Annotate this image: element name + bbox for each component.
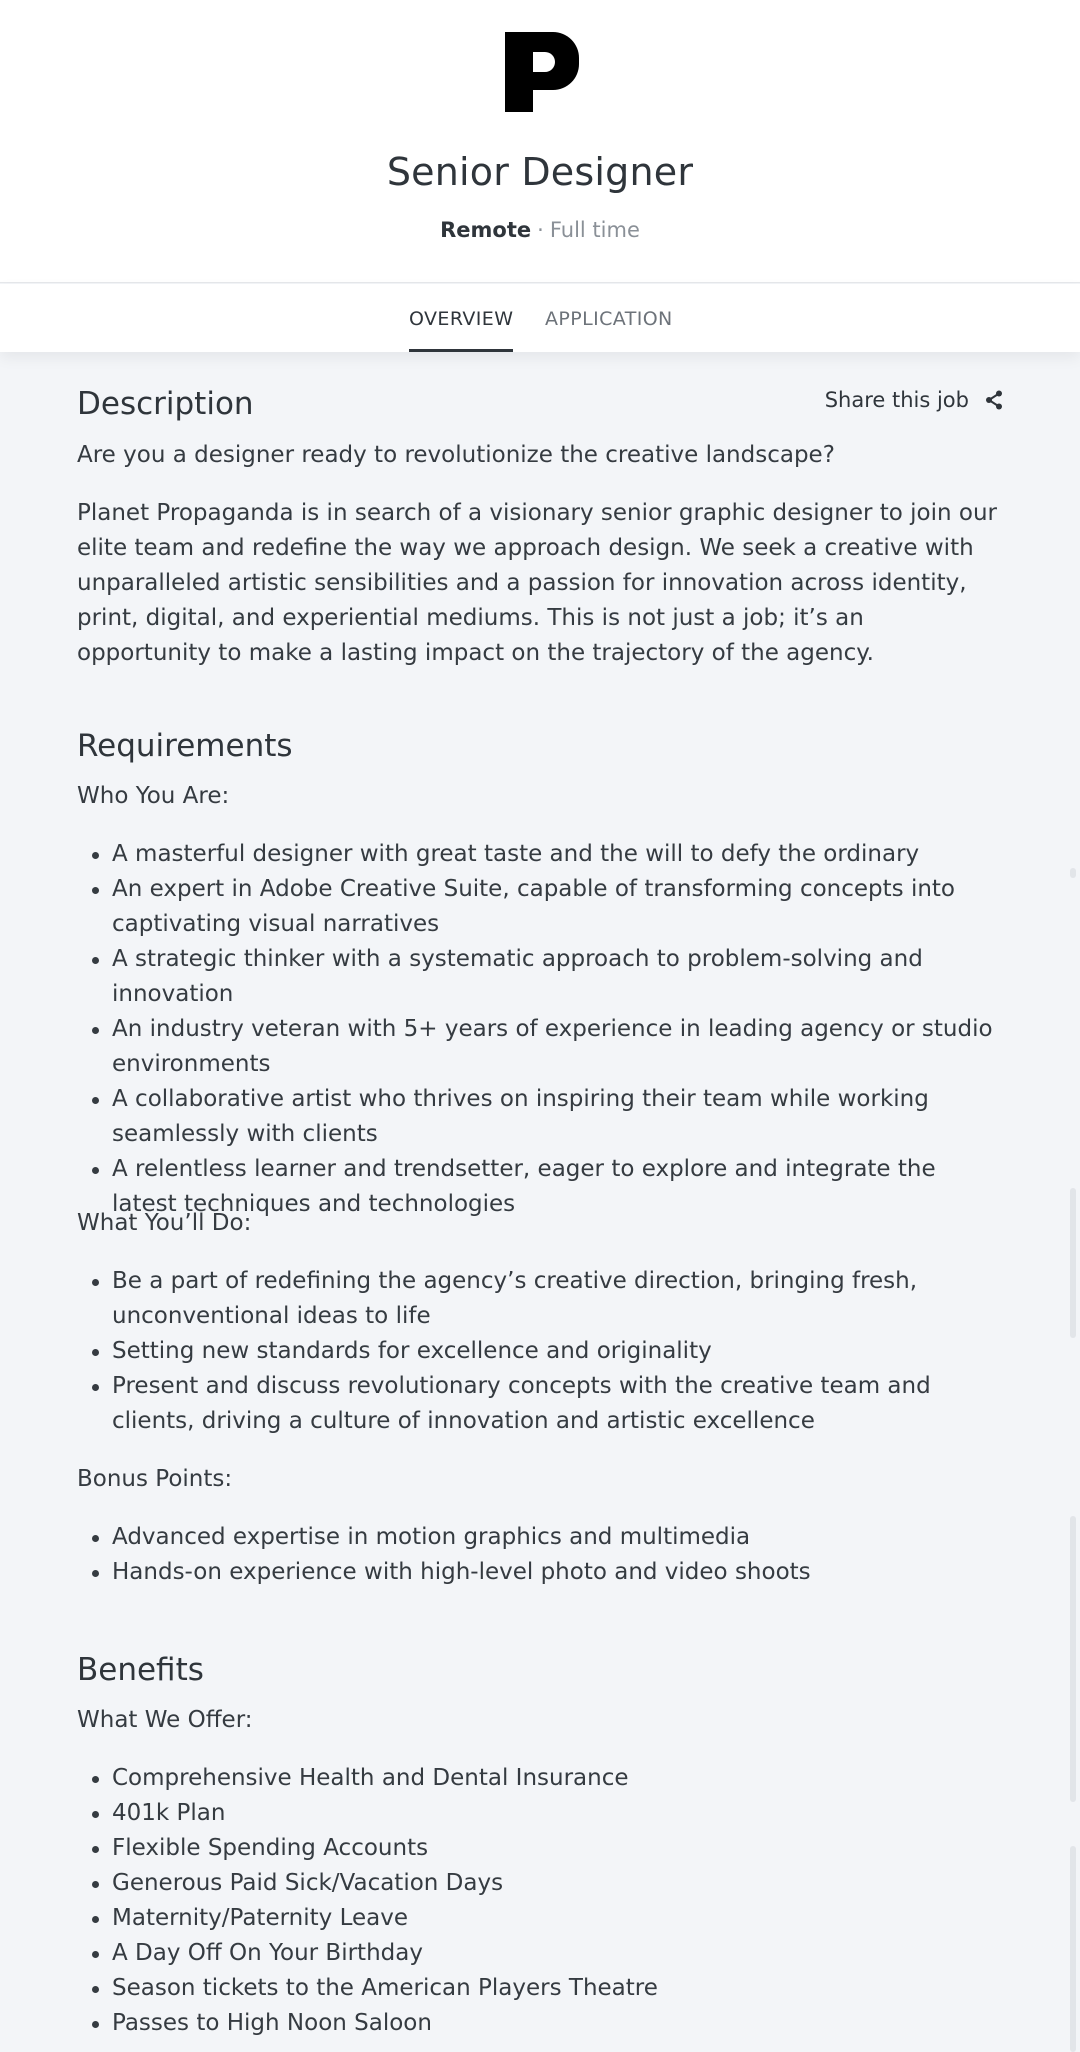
list-item: A relentless learner and trendsetter, eager to explore and integrate the latest techniques and technologies [77, 1152, 1003, 1222]
what-we-offer-heading: What We Offer: [77, 1707, 253, 1733]
job-meta [0, 218, 1080, 242]
list-item: Flexible Spending Accounts [77, 1831, 1003, 1866]
benefits-heading: Benefits [77, 1652, 204, 1688]
job-title: Senior Designer [386, 150, 694, 194]
list-item: A Day Off On Your Birthday [77, 1936, 1003, 1971]
what-youll-do-heading: What You’ll Do: [77, 1210, 252, 1236]
description-heading: Description [77, 386, 254, 422]
scrollbar-segment[interactable] [1070, 1188, 1076, 1338]
list-item: Advanced expertise in motion graphics and multimedia [77, 1520, 1003, 1555]
scrollbar-thumb[interactable] [1070, 1846, 1076, 2052]
list-item: Setting new standards for excellence and originality [77, 1334, 1003, 1369]
list-item: Maternity/Paternity Leave [77, 1901, 1003, 1936]
list-item: An industry veteran with 5+ years of experience in leading agency or studio environments [77, 1012, 1003, 1082]
list-item: Comprehensive Health and Dental Insurance [77, 1761, 1003, 1796]
tab-application[interactable]: APPLICATION [545, 308, 673, 330]
share-icon [985, 390, 1003, 410]
description-lead: Are you a designer ready to revolutionize the creative landscape? [77, 442, 835, 468]
list-item: A strategic thinker with a systematic approach to problem-solving and innovation [77, 942, 1003, 1012]
scrollbar-segment[interactable] [1070, 868, 1076, 878]
list-item: 401k Plan [77, 1796, 1003, 1831]
list-item: Be a part of redefining the agency’s creative direction, bringing fresh, unconventional ideas to life [77, 1264, 1003, 1334]
list-item: Hands-on experience with high-level photo and video shoots [77, 1555, 1003, 1590]
list-item: Season tickets to the American Players Theatre [77, 1971, 1003, 2006]
tab-bar [0, 284, 1080, 352]
who-you-are-list [77, 837, 1003, 1222]
who-you-are-heading: Who You Are: [77, 783, 230, 809]
job-location: Remote [440, 218, 532, 242]
list-item: Generous Paid Sick/Vacation Days [77, 1866, 1003, 1901]
list-item: Passes to High Noon Saloon [77, 2006, 1003, 2041]
meta-separator: · [537, 218, 544, 242]
planet-propaganda-logo[interactable] [505, 32, 579, 112]
bonus-points-heading: Bonus Points: [77, 1466, 233, 1492]
employment-type: Full time [549, 218, 640, 242]
scrollbar-segment[interactable] [1070, 1516, 1076, 1802]
what-we-offer-list [77, 1761, 1003, 2041]
job-header [0, 0, 1080, 283]
requirements-heading: Requirements [77, 728, 293, 764]
list-item: An expert in Adobe Creative Suite, capable of transforming concepts into captivating visual narratives [77, 872, 1003, 942]
list-item: A masterful designer with great taste and the will to defy the ordinary [77, 837, 1003, 872]
bonus-points-list [77, 1520, 1003, 1590]
share-label: Share this job [824, 388, 969, 412]
share-job-button[interactable] [825, 388, 1003, 412]
description-body: Planet Propaganda is in search of a visionary senior graphic designer to join our elite team and redefine the way we approach design. We seek a creative with unparalleled artistic sensibilities and a passion for innovation across identity, print, digital, and experiential mediums. This is not just a job; it’s an opportunity to make a lasting impact on the trajectory of the agency. [77, 500, 997, 666]
list-item: Present and discuss revolutionary concepts with the creative team and clients, driving a culture of innovation and artistic excellence [77, 1369, 1003, 1439]
tab-overview[interactable]: OVERVIEW [409, 308, 513, 352]
list-item: A collaborative artist who thrives on inspiring their team while working seamlessly with clients [77, 1082, 1003, 1152]
what-youll-do-list [77, 1264, 1003, 1439]
